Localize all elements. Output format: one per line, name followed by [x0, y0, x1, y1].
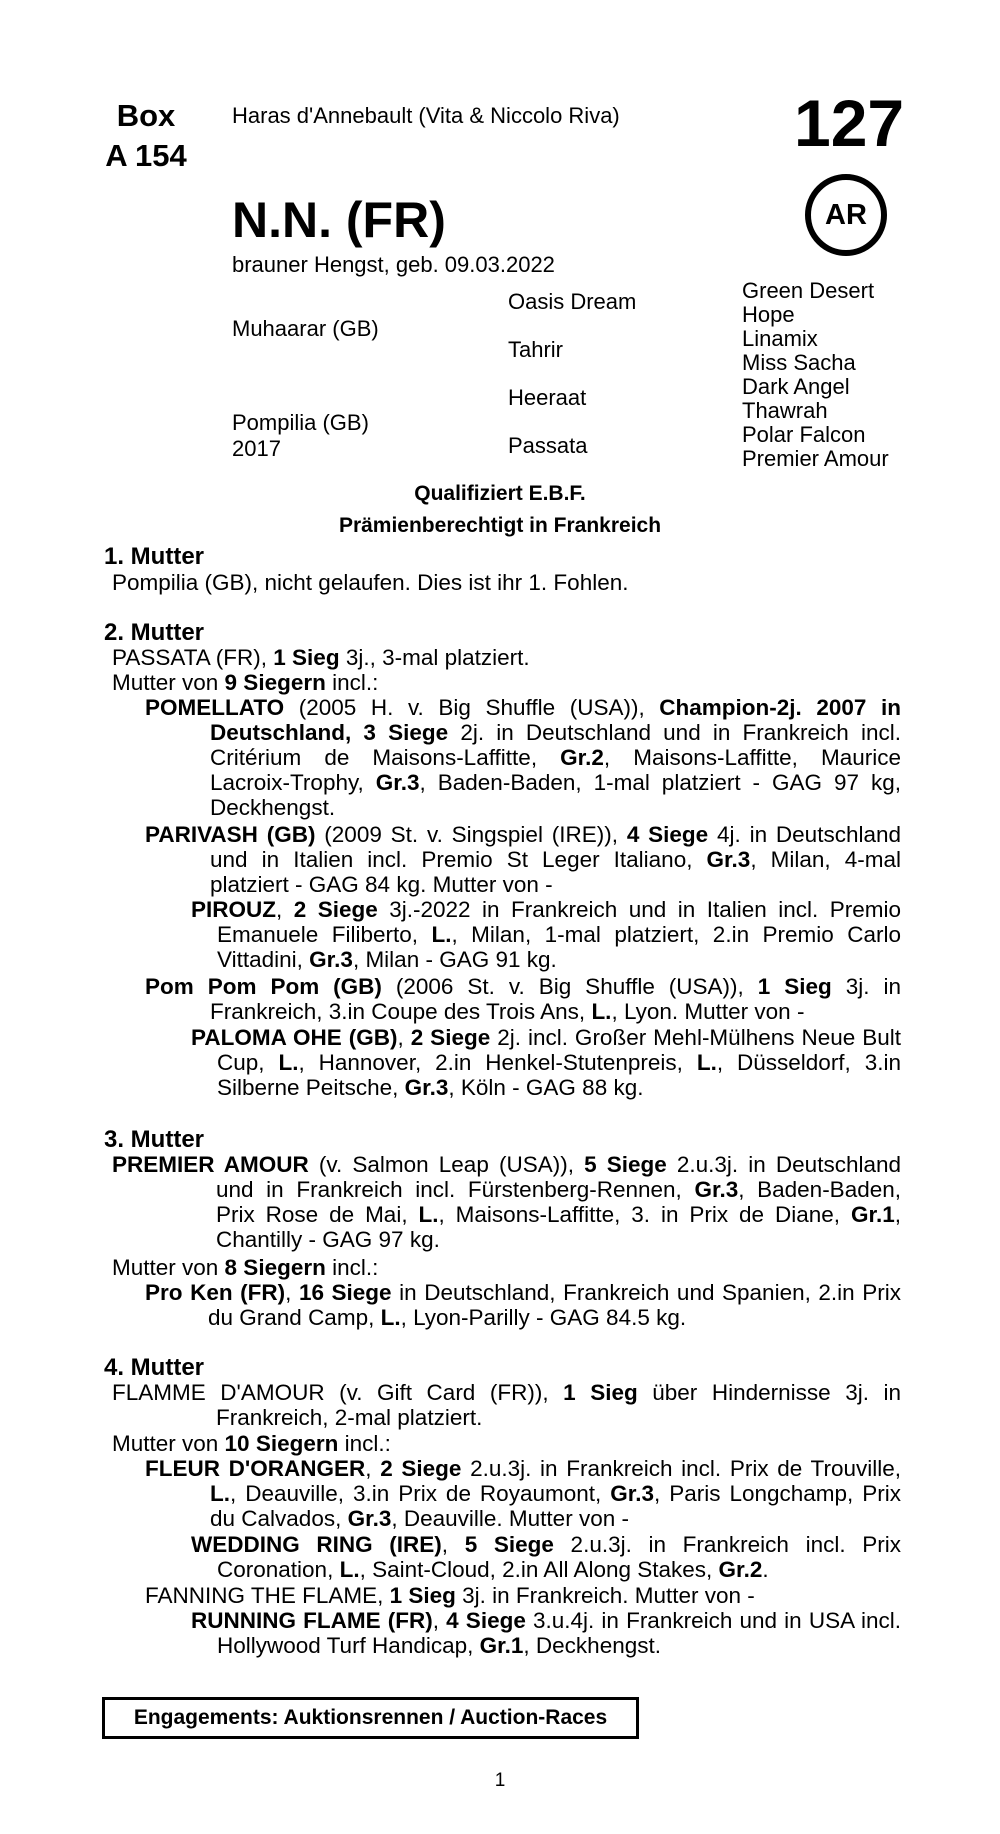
page-number: 1 [494, 1770, 506, 1791]
pedigree-dam-year: 2017 [232, 436, 281, 461]
horse-name: N.N. (FR) [232, 192, 446, 248]
mutter4-heading: 4. Mutter [104, 1354, 205, 1381]
pedigree-ancestor: Premier Amour [742, 446, 889, 471]
pedigree-dam-sire: Heeraat [508, 385, 587, 410]
running-flame-entry: RUNNING FLAME (FR), 4 Siege 3.u.4j. in Frankreich und in USA incl. Hollywood Turf Handicap, Gr.1, Deckhengst. [191, 1608, 902, 1658]
fleur-doranger-entry: FLEUR D'ORANGER, 2 Siege 2.u.3j. in Frankreich incl. Prix de Trouville, L., Deauville, 3.in Prix de Royaumont, Gr.3, Paris Longchamp, Prix du Calvados, Gr.3, Deauville. Mutter von - [145, 1456, 901, 1531]
pedigree-ancestor: Thawrah [742, 398, 828, 423]
breeder: Haras d'Annebault (Vita & Niccolo Riva) [232, 103, 620, 128]
pirouz-entry: PIROUZ, 2 Siege 3j.-2022 in Frankreich und in Italien incl. Premio Emanuele Filiberto, L., Milan, 1-mal platziert, 2.in Premio Carlo Vittadini, Gr.3, Milan - GAG 91 kg. [191, 897, 901, 972]
mutter1-heading: 1. Mutter [104, 543, 205, 570]
parivash-entry: PARIVASH (GB) (2009 St. v. Singspiel (IRE)), 4 Siege 4j. in Deutschland und in Italien incl. Premio St Leger Italiano, Gr.3, Milan, 4-mal platziert - GAG 84 kg. Mutter von - [145, 822, 901, 897]
horse-description: brauner Hengst, geb. 09.03.2022 [232, 252, 555, 277]
paloma-ohe-entry: PALOMA OHE (GB), 2 Siege 2j. incl. Großer Mehl-Mülhens Neue Bult Cup, L., Hannover, 2.in Henkel-Stutenpreis, L., Düsseldorf, 3.in Silberne Peitsche, Gr.3, Köln - GAG 88 kg. [191, 1025, 902, 1100]
box-number: A 154 [105, 138, 187, 173]
engagements-box: Engagements: Auktionsrennen / Auction-Races [102, 1697, 639, 1739]
pedigree-dam-dam: Passata [508, 433, 588, 458]
mutter2-line2: Mutter von 9 Siegern incl.: [112, 670, 379, 695]
pedigree-ancestor: Hope [742, 302, 795, 327]
pedigree-third-generation [742, 279, 889, 471]
flamme-damour-entry: FLAMME D'AMOUR (v. Gift Card (FR)), 1 Sieg über Hindernisse 3j. in Frankreich, 2-mal platziert. [112, 1380, 902, 1430]
pedigree-ancestor: Miss Sacha [742, 350, 856, 375]
pedigree-ancestor: Dark Angel [742, 374, 850, 399]
box-label [100, 96, 192, 176]
fanning-the-flame-entry: FANNING THE FLAME, 1 Sieg 3j. in Frankreich. Mutter von - [145, 1583, 755, 1608]
pedigree-sire: Muhaarar (GB) [232, 316, 379, 341]
mutter2-heading: 2. Mutter [104, 619, 205, 646]
lot-number: 127 [794, 86, 905, 160]
premier-amour-entry: PREMIER AMOUR (v. Salmon Leap (USA)), 5 Siege 2.u.3j. in Deutschland und in Frankreich incl. Fürstenberg-Rennen, Gr.3, Baden-Baden, Prix Rose de Mai, L., Maisons-Laffitte, 3. in Prix de Diane, Gr.1, Chantilly - GAG 97 kg. [112, 1152, 902, 1252]
pomellato-entry: POMELLATO (2005 H. v. Big Shuffle (USA)), Champion-2j. 2007 in Deutschland, 3 Siege 2j. in Deutschland und in Frankreich incl. Critérium de Maisons-Laffitte, Gr.2, Maisons-Laffitte, Maurice Lacroix-Trophy, Gr.3, Baden-Baden, 1-mal platziert - GAG 97 kg, Deckhengst. [145, 695, 901, 820]
mutter4-line2: Mutter von 10 Siegern incl.: [112, 1431, 391, 1456]
qualification-premium: Prämienberechtigt in Frankreich [338, 514, 662, 537]
pro-ken-entry: Pro Ken (FR), 16 Siege in Deutschland, Frankreich und Spanien, 2.in Prix du Grand Camp, L., Lyon-Parilly - GAG 84.5 kg. [145, 1280, 901, 1330]
pedigree-ancestor: Polar Falcon [742, 422, 866, 447]
mutter2-line1: PASSATA (FR), 1 Sieg 3j., 3-mal platziert. [112, 645, 530, 670]
wedding-ring-entry: WEDDING RING (IRE), 5 Siege 2.u.3j. in Frankreich incl. Prix Coronation, L., Saint-Cloud, 2.in All Along Stakes, Gr.2. [191, 1532, 901, 1582]
pedigree-sire-dam: Tahrir [508, 337, 564, 362]
mutter1-text: Pompilia (GB), nicht gelaufen. Dies ist ihr 1. Fohlen. [112, 570, 629, 595]
pompompom-entry: Pom Pom Pom (GB) (2006 St. v. Big Shuffle (USA)), 1 Sieg 3j. in Frankreich, 3.in Coupe des Trois Ans, L., Lyon. Mutter von - [145, 974, 901, 1024]
pedigree-ancestor: Linamix [742, 326, 818, 351]
pedigree-dam: Pompilia (GB) [232, 410, 369, 435]
pedigree-ancestor: Green Desert [742, 278, 875, 303]
ar-badge: AR [805, 174, 887, 256]
box-text: Box [116, 98, 176, 133]
mutter3-heading: 3. Mutter [104, 1126, 205, 1153]
pedigree-sire-sire: Oasis Dream [508, 289, 637, 314]
qualification-ebf: Qualifiziert E.B.F. [414, 482, 586, 505]
mutter3-line2: Mutter von 8 Siegern incl.: [112, 1255, 379, 1280]
